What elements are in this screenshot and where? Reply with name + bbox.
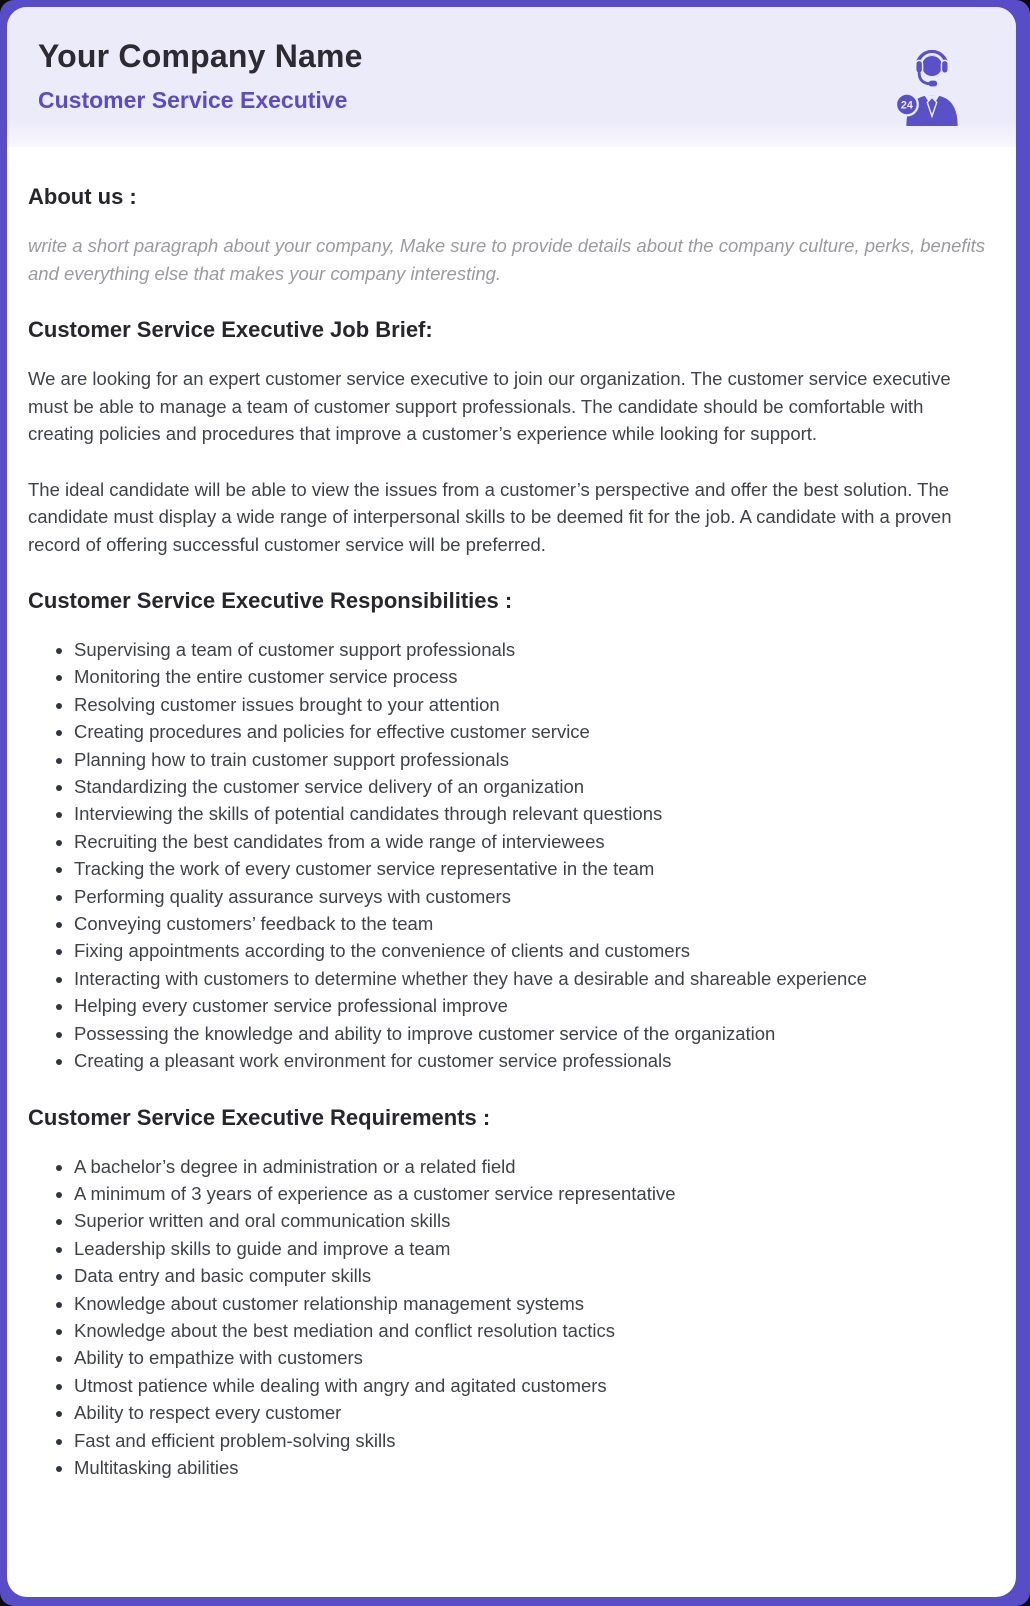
list-item: • Knowledge about customer relationship management systems [74,1290,992,1317]
list-item: • A minimum of 3 years of experience as a customer service representative [74,1180,992,1207]
responsibilities-list [28,636,992,1075]
list-item: • Creating procedures and policies for effective customer service [74,718,992,745]
list-item: • Multitasking abilities [74,1454,992,1481]
list-item: • Interacting with customers to determine whether they have a desirable and shareable experience [74,965,992,992]
list-item: • Planning how to train customer support professionals [74,746,992,773]
list-item: • Ability to empathize with customers [74,1344,992,1371]
section-title-job-brief: Customer Service Executive Job Brief: [28,317,433,342]
section-title-about-us: About us : [28,184,137,209]
list-item: • Fast and efficient problem-solving skills [74,1427,992,1454]
header-titles [38,38,363,114]
list-item: • Performing quality assurance surveys with customers [74,883,992,910]
list-item: • Ability to respect every customer [74,1399,992,1426]
list-item: • Resolving customer issues brought to your attention [74,691,992,718]
card-header [7,7,1016,147]
support-agent-headset-icon [894,46,970,126]
job-title: Customer Service Executive [38,87,348,113]
job-description-card [7,7,1016,1597]
list-item: • Data entry and basic computer skills [74,1262,992,1289]
list-item: • Supervising a team of customer support professionals [74,636,992,663]
list-item: • Creating a pleasant work environment for customer service professionals [74,1047,992,1074]
job-brief-paragraph-2: The ideal candidate will be able to view the issues from a customer’s perspective and offer the best solution. The candidate must display a wide range of interpersonal skills to be deemed fit for the job. A candidate with a proven record of offering successful customer service will be preferred. [28,478,952,555]
list-item: • Knowledge about the best mediation and conflict resolution tactics [74,1317,992,1344]
list-item: • Conveying customers’ feedback to the team [74,910,992,937]
section-title-responsibilities: Customer Service Executive Responsibilities : [28,588,513,613]
list-item: • Monitoring the entire customer service process [74,663,992,690]
job-description-content [7,184,1016,1481]
list-item: • Interviewing the skills of potential candidates through relevant questions [74,800,992,827]
list-item: • Tracking the work of every customer service representative in the team [74,855,992,882]
list-item: • Utmost patience while dealing with angry and agitated customers [74,1372,992,1399]
job-brief-paragraph-1: We are looking for an expert customer service executive to join our organization. The customer service executive must be able to manage a team of customer support professionals. The candidate should be comfortable with creating policies and procedures that improve a customer’s experience while looking for support. [28,368,951,444]
list-item: • Standardizing the customer service delivery of an organization [74,773,992,800]
badge-24-label: 24 [900,99,913,112]
company-name: Your Company Name [38,38,363,74]
section-title-requirements: Customer Service Executive Requirements : [28,1104,491,1130]
list-item: • Recruiting the best candidates from a wide range of interviewees [74,828,992,855]
list-item: • Superior written and oral communication skills [74,1207,992,1234]
requirements-list [28,1153,992,1482]
list-item: • Fixing appointments according to the convenience of clients and customers [74,937,992,964]
list-item: • A bachelor’s degree in administration or a related field [74,1153,992,1180]
list-item: • Leadership skills to guide and improve a team [74,1235,992,1262]
about-us-placeholder-text: write a short paragraph about your company, Make sure to provide details about the company culture, perks, benefits and everything else that makes your company interesting. [28,235,986,284]
list-item: • Possessing the knowledge and ability to improve customer service of the organization [74,1020,992,1047]
list-item: • Helping every customer service professional improve [74,992,992,1019]
